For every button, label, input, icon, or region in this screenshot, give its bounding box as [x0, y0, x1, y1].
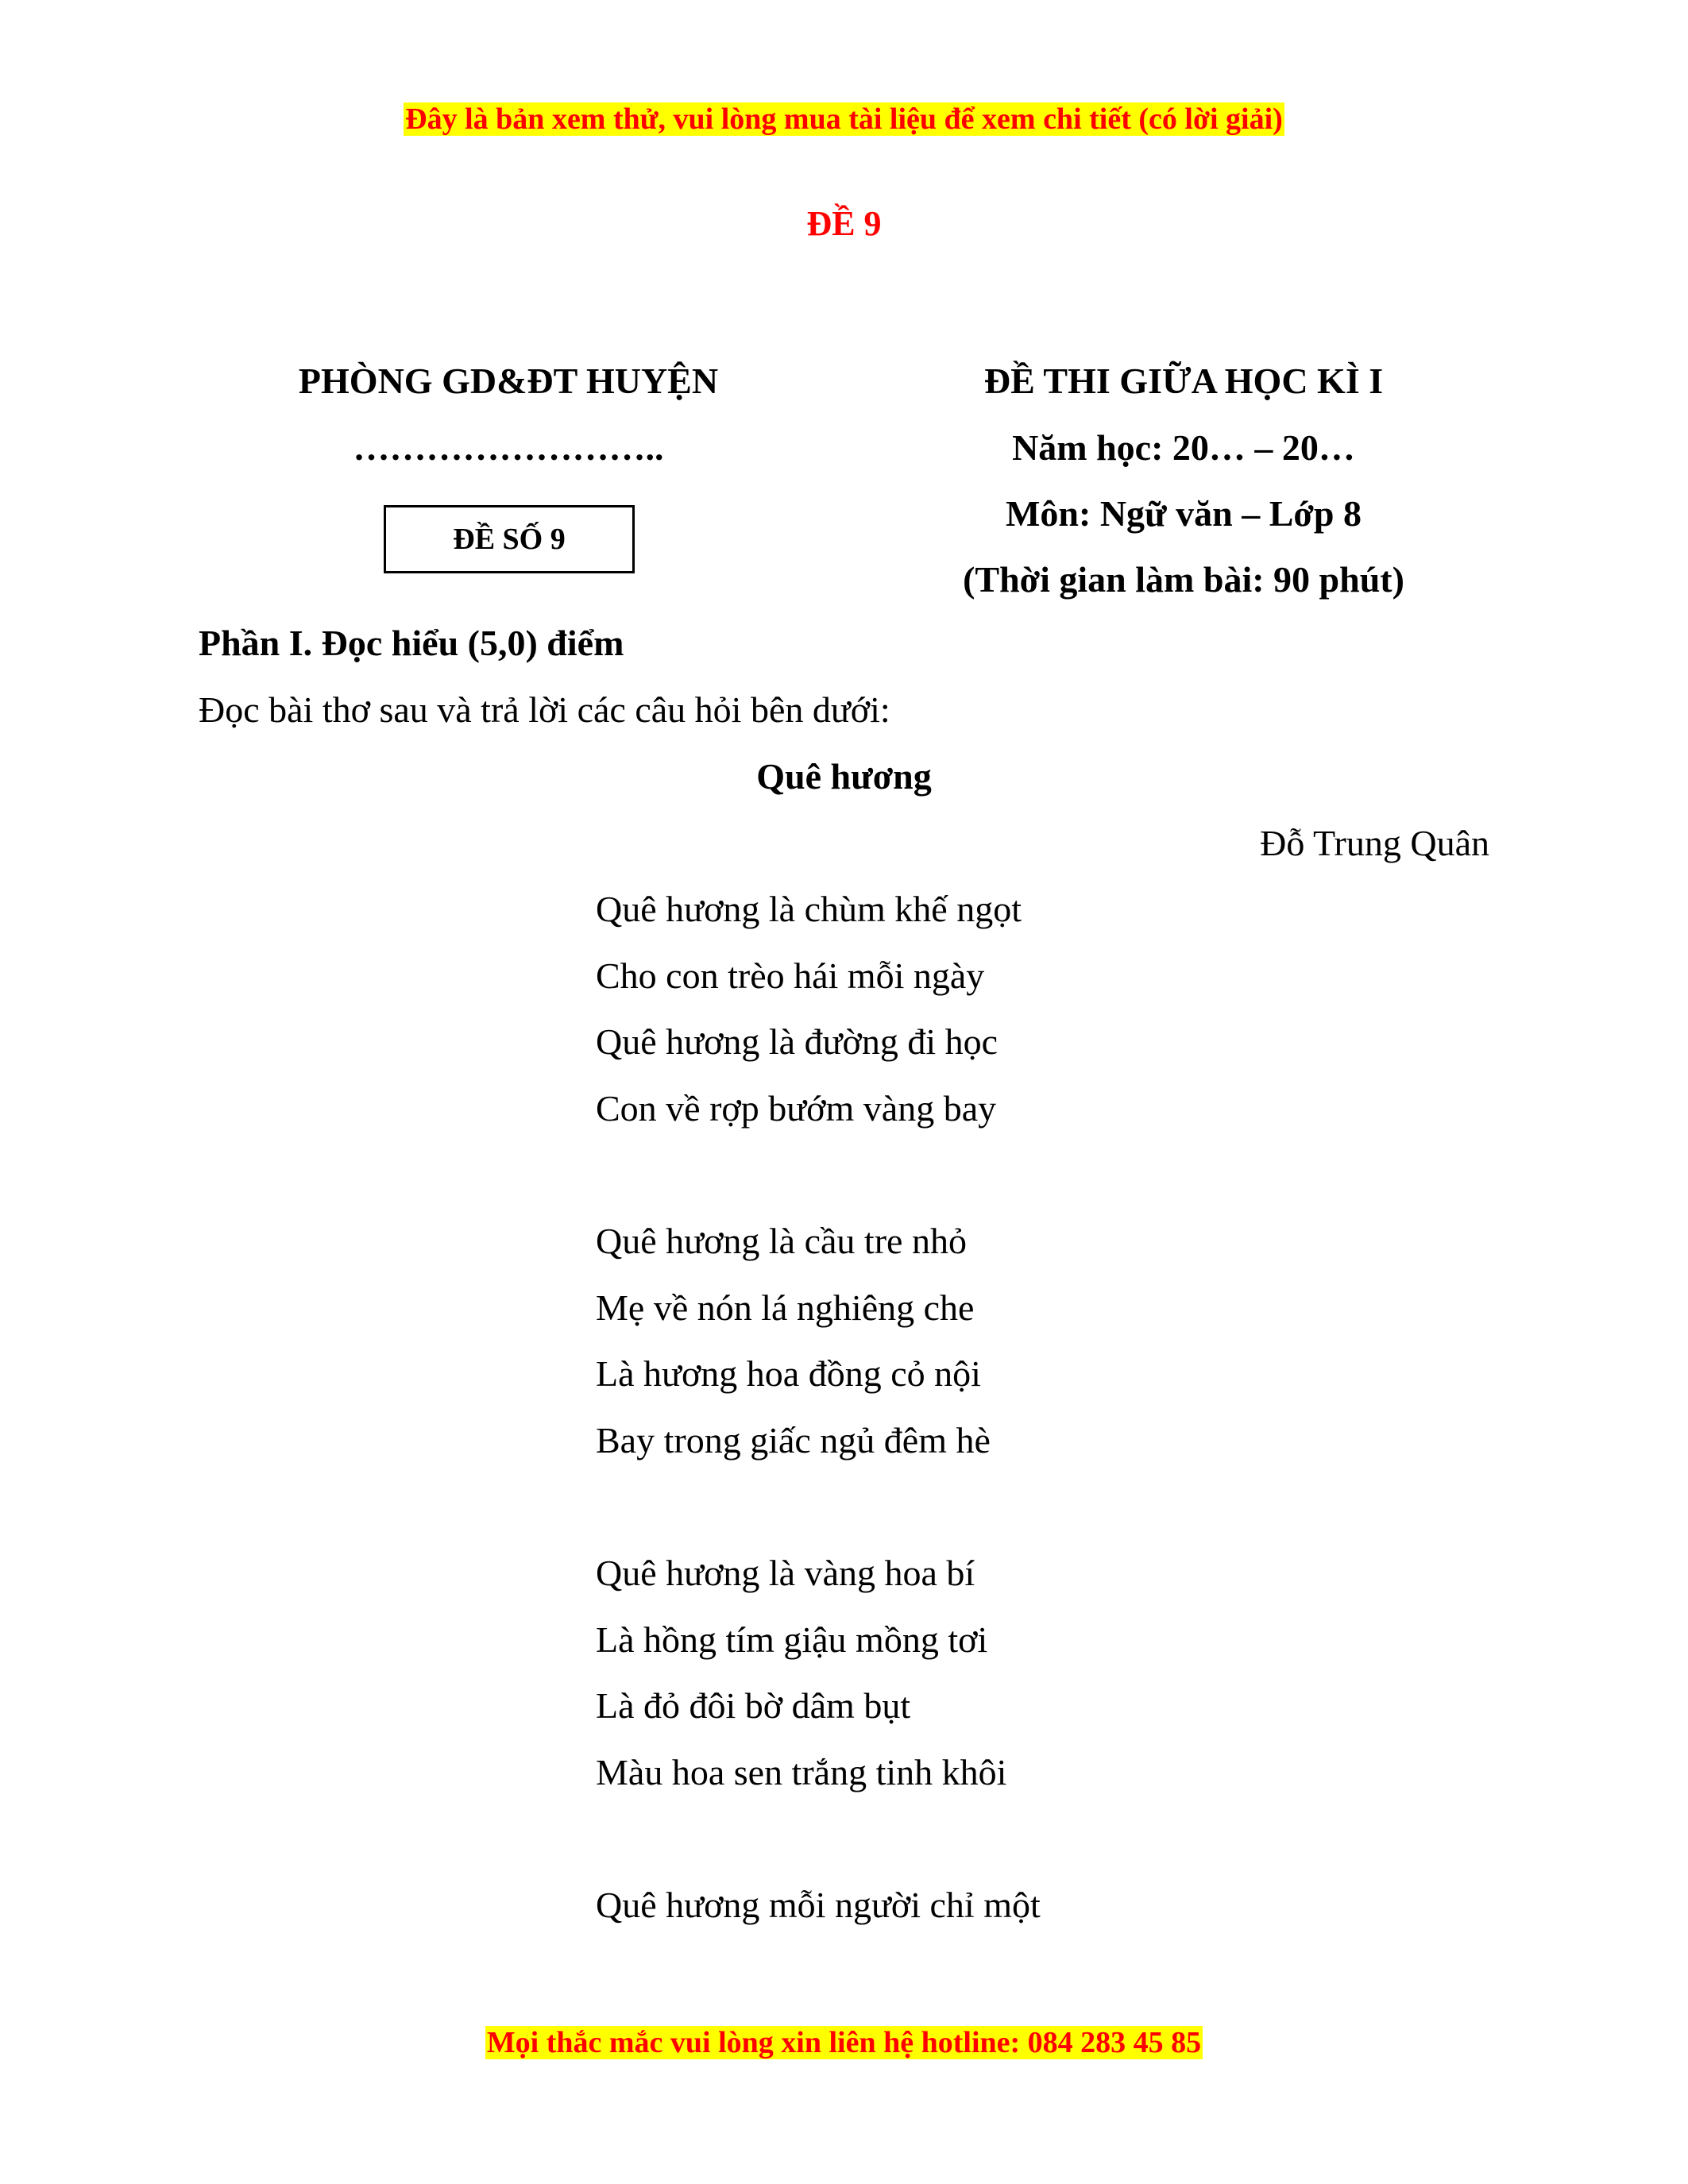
subject-grade: Môn: Ngữ văn – Lớp 8 — [1006, 493, 1362, 534]
poem-line: Cho con trèo hái mỗi ngày — [596, 955, 985, 996]
exam-title: ĐỀ THI GIỮA HỌC KÌ I — [983, 361, 1384, 401]
poem-line: Mẹ về nón lá nghiêng che — [596, 1287, 975, 1328]
exam-code-text: ĐỀ SỐ 9 — [453, 523, 566, 556]
section-title: Phần I. Đọc hiểu (5,0) điểm — [199, 623, 624, 663]
section-instruction: Đọc bài thơ sau và trả lời các câu hỏi bên dưới: — [199, 689, 890, 730]
school-year: Năm học: 20… – 20… — [1012, 427, 1355, 468]
poem-line: Là hồng tím giậu mồng tơi — [596, 1619, 988, 1660]
poem-line: Quê hương là cầu tre nhỏ — [596, 1221, 967, 1261]
preview-notice-banner — [0, 100, 1688, 138]
department-name: PHÒNG GD&ĐT HUYỆN — [298, 361, 719, 401]
footer-notice-text: Mọi thắc mắc vui lòng xin liên hệ hotline: 084 283 45 85 — [486, 2026, 1202, 2059]
poem-line: Bay trong giấc ngủ đêm hè — [596, 1420, 991, 1461]
footer-notice-banner — [0, 2024, 1688, 2062]
poem-line: Quê hương là đường đi học — [596, 1021, 999, 1062]
exam-code-box — [384, 505, 635, 573]
preview-notice-text: Đây là bản xem thử, vui lòng mua tài liệu để xem chi tiết (có lời giải) — [405, 102, 1283, 136]
poem-line: Quê hương là vàng hoa bí — [596, 1553, 975, 1593]
poem-line: Quê hương mỗi người chỉ một — [596, 1885, 1041, 1925]
poem-line: Là hương hoa đồng cỏ nội — [596, 1353, 981, 1394]
exam-label: ĐỀ 9 — [806, 204, 882, 243]
poem-title: Quê hương — [756, 756, 932, 797]
poem-author: Đỗ Trung Quân — [1260, 823, 1489, 863]
poem-line: Quê hương là chùm khế ngọt — [596, 889, 1022, 929]
poem-line: Màu hoa sen trắng tinh khôi — [596, 1752, 1007, 1792]
poem-line: Là đỏ đôi bờ dâm bụt — [596, 1685, 911, 1726]
district-placeholder: …………………….. — [353, 427, 664, 468]
poem-line: Con về rợp bướm vàng bay — [596, 1088, 997, 1129]
time-allowed: (Thời gian làm bài: 90 phút) — [963, 559, 1404, 600]
